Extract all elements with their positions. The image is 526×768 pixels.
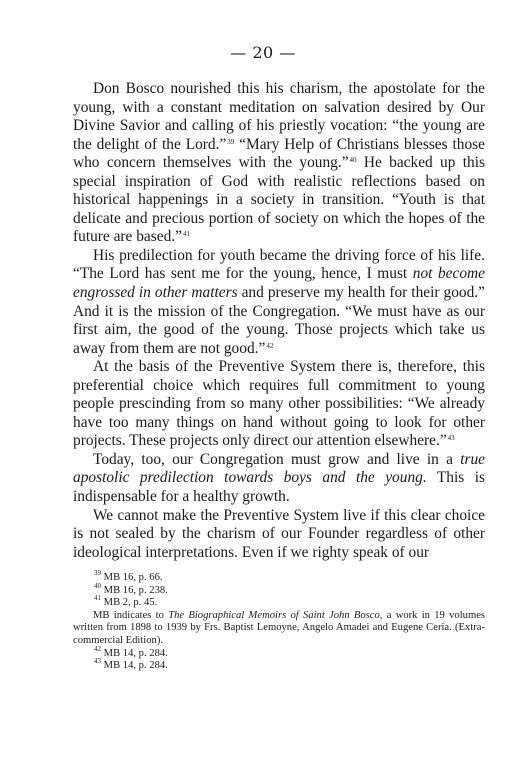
text-run: This is indispensable for a healthy growth. [73,469,485,506]
footnote-text: MB 16, p. 66. [101,572,163,583]
footnote-text: MB 2, p. 45. [101,597,158,609]
footnote-text: MB 16, p. 238. [101,584,168,596]
footnote-reference: 43 [447,434,455,443]
text-run: Today, too, our Congregation must grow and live in a [93,450,461,468]
paragraph [73,451,485,507]
footnote-number: 41 [94,594,101,603]
text-run: At the basis of the Preventive System there is, therefore, this preferential choice which requires full commitment to young people prescinding from so many other possibilities: “We already have too many things on hand without going to look for other projects. These projects only direct our attention elsewhere.” [73,358,485,450]
footnote-reference: 41 [182,230,190,239]
footnotes [73,569,486,673]
text-run: a work in 19 volumes written from 1898 to 1939 by Frs. Baptist Lemoyne, Angelo Amadei and Eugene Ceria. (Extra-commercial Edition). [73,609,486,646]
paragraph [73,358,485,451]
text-run: He backed up this special inspiration of God with realistic reflections based on historical happenings in a society in transition. “Youth is that delicate and precious portion of society on which the hopes of the future are based.” [73,154,485,246]
text-run: “Mary Help of Christians blesses those who concern themselves with the young.” [73,135,485,172]
text-run: and preserve my health for their good.” And it is the mission of the Congregation. “We must have as our first aim, the good of the young. Those projects which take us away from them are not good.” [73,284,485,357]
footnote [73,644,485,661]
footnote-number: 42 [94,644,101,653]
text-run: We cannot make the Preventive System live if this clear choice is not sealed by the charism of our Founder regardless of other ideological interpretations. Even if we righty speak of our [73,506,485,561]
body-text [73,80,485,562]
footnote [73,569,485,585]
paragraph [73,247,485,358]
footnote-reference: 42 [266,341,274,350]
italic-text: not become engrossed in other matters [73,265,485,302]
footnote-number: 39 [94,569,101,577]
text-run: Don Bosco nourished this his charism, the apostolate for the young, with a constant meditation on salvation desired by Our Divine Savior and calling of his priestly vocation: “the young are the delight of the Lord.” [73,80,485,153]
page-number: — 20 — [230,43,296,62]
paragraph [73,507,485,563]
footnote-explanation [73,610,485,648]
footnote-reference: 39 [227,137,235,146]
italic-text: true apostolic predilection towards boys and the young. [73,450,485,487]
footnote-number: 40 [94,581,101,590]
text-run: His predilection for youth became the driving force of his life. “The Lord has sent me for the young, hence, I must [73,246,485,283]
italic-text: The Biographical Memoirs of Saint John Bosco, [168,609,383,621]
footnote [73,657,485,673]
text-run: MB indicates to [93,609,169,621]
footnote [73,581,485,598]
footnote-text: MB 14, p. 284. [101,660,168,672]
footnote-number: 43 [94,657,101,666]
footnote-text: MB 14, p. 284. [101,647,168,659]
footnote-reference: 40 [349,156,357,165]
footnote [73,594,485,610]
paragraph [73,80,485,247]
